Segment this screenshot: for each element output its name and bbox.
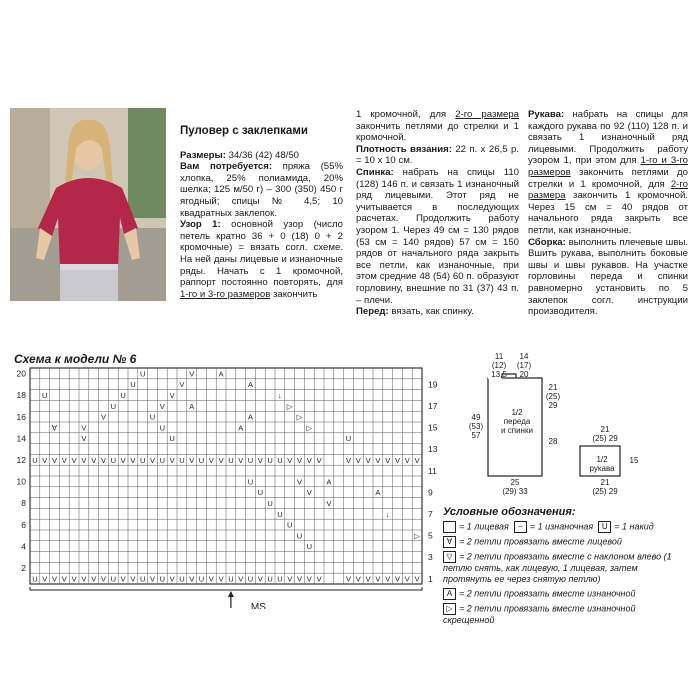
chart-symbol: U xyxy=(41,391,48,401)
chart-symbol: V xyxy=(81,455,87,465)
front-label: Перед: xyxy=(356,306,389,318)
row-label-right: 19 xyxy=(428,379,438,390)
chart-symbol: V xyxy=(218,574,224,584)
chart-symbol: U xyxy=(257,488,264,498)
ssk-text: = 2 петли провязать вместе с наклоном влево (1 петлю снять, как лицевую, 1 лицевая, затем протянуть ее через снятую петлю) xyxy=(443,551,672,584)
sleeve-width-dims: 21 (25) 29 xyxy=(592,478,618,496)
chart-symbol: U xyxy=(169,434,175,444)
chart-symbol: V xyxy=(345,574,352,584)
article-column-1 xyxy=(180,126,343,300)
pattern-end: закончить xyxy=(270,288,318,300)
chart-symbol: V xyxy=(149,455,156,465)
chart-symbol: U xyxy=(267,455,273,465)
chart-symbol: V xyxy=(326,499,332,509)
chart-symbol: V xyxy=(394,574,401,584)
chart-symbol: V xyxy=(51,574,58,584)
chart-symbol: U xyxy=(247,574,254,584)
legend-row-basic xyxy=(443,521,688,533)
row-label-left: 20 xyxy=(16,368,26,379)
chart-symbol: U xyxy=(228,574,234,584)
chart-symbol: V xyxy=(179,380,185,390)
ms-label: MS xyxy=(250,602,266,609)
body-width-dims: 25 (29) 33 xyxy=(502,478,528,496)
chart-symbol: ▷ xyxy=(296,412,303,422)
chart-symbol: V xyxy=(169,391,175,401)
chart-symbol: V xyxy=(375,574,381,584)
chart-symbol: V xyxy=(100,412,107,422)
chart-symbol: V xyxy=(120,455,126,465)
chart-symbol: V xyxy=(81,434,87,444)
p2tog-tbl-symbol: ▷ xyxy=(443,603,456,615)
row-label-right: 3 xyxy=(428,552,433,563)
repeat-bracket xyxy=(30,587,422,590)
chart-symbol: ▷ xyxy=(414,531,420,541)
chart-symbol: V xyxy=(42,455,48,465)
article-title: Пуловер с заклепками xyxy=(180,125,308,137)
body-top-right-dims: 14 (17) 20 xyxy=(516,352,532,379)
chart-symbol: U xyxy=(296,531,303,541)
sleeve-piece-label: 1/2 рукава xyxy=(589,455,615,473)
row-label-left: 8 xyxy=(21,498,26,509)
chart-symbol: ↓ xyxy=(278,391,282,401)
row-label-right: 7 xyxy=(428,509,433,520)
back-label: Спинка: xyxy=(356,166,394,178)
legend xyxy=(443,521,688,626)
chart-symbol: V xyxy=(42,574,48,584)
pattern-label: Узор 1: xyxy=(180,219,221,231)
chart-symbol: A xyxy=(326,477,332,487)
sleeve-height-dims: 15 xyxy=(629,456,639,465)
chart-symbol: V xyxy=(91,574,97,584)
article-column-3 xyxy=(528,109,688,318)
chart-symbol: V xyxy=(238,455,244,465)
chart-symbol: U xyxy=(32,455,38,465)
model-photo xyxy=(10,108,166,301)
ssk-symbol: ▽ xyxy=(443,551,456,563)
chart-symbol: A xyxy=(247,380,254,390)
chart-symbol: V xyxy=(385,455,391,465)
chart-symbol: U xyxy=(159,574,166,584)
body-height-dims: 49 (53) 57 xyxy=(468,413,484,440)
chart-symbol: ▷ xyxy=(286,401,293,411)
chart-symbol: U xyxy=(179,574,185,584)
chart-symbol: U xyxy=(198,455,205,465)
p2tog-symbol: A xyxy=(443,588,456,600)
purl-symbol: – xyxy=(514,521,527,533)
article-column-2 xyxy=(356,109,519,318)
chart-symbol: U xyxy=(247,455,254,465)
chart-symbol: U xyxy=(110,574,117,584)
sleeve-mid: закончить петлями до стрелки и 1 кромочной, для xyxy=(528,166,688,190)
row-label-left: 16 xyxy=(16,411,26,422)
yarn-over-symbol: U xyxy=(598,521,611,533)
row-label-right: 15 xyxy=(428,422,438,433)
chart-symbol: V xyxy=(81,574,87,584)
sleeve-end: закончить 1 кромочной. Через 15 см = 40 рядов от начального ряда закрыть все петли, как изнаночные. xyxy=(528,190,688,236)
chart-symbol: V xyxy=(414,455,420,465)
sleeve-sizes-underlined: 1-го и 3-го размеров xyxy=(528,155,688,178)
p2tog-text: = 2 петли провязать вместе изнаночной xyxy=(459,588,636,599)
row-label-left: 6 xyxy=(21,519,26,530)
row-label-left: 14 xyxy=(16,433,26,444)
row-label-right: 11 xyxy=(428,465,437,476)
chart-title: Схема к модели № 6 xyxy=(14,352,137,366)
row-label-left: 2 xyxy=(21,563,26,574)
chart-symbol: V xyxy=(365,574,371,584)
chart-symbol: V xyxy=(257,574,263,584)
chart-symbol: V xyxy=(61,574,67,584)
chart-symbol: V xyxy=(51,455,58,465)
row-label-left: 12 xyxy=(16,455,26,466)
chart-symbol: V xyxy=(91,455,97,465)
chart-symbol: V xyxy=(404,455,410,465)
chart-symbol: V xyxy=(149,574,156,584)
chart-symbol: A xyxy=(375,488,381,498)
chart-symbol: V xyxy=(81,423,87,433)
k2tog-text: = 2 петли провязать вместе лицевой xyxy=(459,536,622,547)
sleeve-size2-underlined: 2-го размера xyxy=(528,178,688,202)
row-label-left: 10 xyxy=(16,476,26,487)
chart-symbol: V xyxy=(71,574,77,584)
k2tog-symbol: ∀ xyxy=(443,536,456,548)
chart-symbol: U xyxy=(179,455,185,465)
chart-symbol: U xyxy=(345,434,352,444)
chart-symbol: V xyxy=(355,574,361,584)
knit-text: = 1 лицевая xyxy=(459,521,509,532)
knitting-chart xyxy=(10,364,440,609)
chart-symbol: U xyxy=(267,499,273,509)
chart-symbol: V xyxy=(306,574,312,584)
purl-text: = 1 изнаночная xyxy=(529,521,594,532)
legend-row-p2tog xyxy=(443,588,688,600)
knit-symbol xyxy=(443,521,456,533)
row-label-right: 5 xyxy=(428,530,433,541)
front-value: вязать, как спинку. xyxy=(388,306,474,318)
sizes-value: 34/36 (42) 48/50 xyxy=(225,149,300,161)
chart-symbol: V xyxy=(189,574,195,584)
chart-symbol: ∀ xyxy=(51,423,58,433)
body-lower-dims: 28 xyxy=(548,437,558,446)
chart-symbol: V xyxy=(375,455,381,465)
chart-symbol: A xyxy=(238,423,244,433)
ms-arrowhead xyxy=(228,591,234,597)
body-armhole-dims: 21 (25) 29 xyxy=(545,383,561,410)
chart-symbol: V xyxy=(404,574,410,584)
chart-symbol: U xyxy=(159,423,166,433)
chart-symbol: V xyxy=(120,574,126,584)
chart-symbol: U xyxy=(247,477,254,487)
pattern-sizes-underlined: 1-го и 3-го размеров xyxy=(180,288,271,300)
chart-symbol: V xyxy=(296,455,303,465)
yarn-over-text: = 1 накид xyxy=(614,521,654,532)
chart-symbol: V xyxy=(355,455,361,465)
chart-symbol: U xyxy=(159,455,166,465)
row-label-left: 18 xyxy=(16,390,26,401)
gauge-label: Плотность вязания: xyxy=(356,143,452,155)
legend-row-ssk xyxy=(443,551,688,585)
chart-symbol: V xyxy=(189,369,195,379)
chart-symbol: A xyxy=(189,401,195,411)
chart-symbol: U xyxy=(149,412,156,422)
row-label-right: 1 xyxy=(428,573,433,584)
chart-symbol: U xyxy=(277,574,283,584)
chart-symbol: V xyxy=(287,455,293,465)
chart-symbol: V xyxy=(345,455,352,465)
sleeve-top-dims: 21 (25) 29 xyxy=(592,425,618,443)
chart-symbol: U xyxy=(120,391,126,401)
row-label-right: 9 xyxy=(428,487,433,498)
chart-symbol: U xyxy=(110,455,117,465)
row-label-right: 17 xyxy=(428,401,438,412)
chart-symbol: V xyxy=(296,574,303,584)
chart-symbol: U xyxy=(198,574,205,584)
chart-symbol: A xyxy=(218,369,224,379)
gauge-value: 22 п. х 26,5 р. = 10 х 10 см. xyxy=(356,143,519,167)
assembly-value: выполнить плечевые швы. Вшить рукава, выполнить боковые швы и швы рукавов. На участке горловины переда и спинки равномерно установить по 5 заклепок согл. инструкции производителя. xyxy=(528,236,688,318)
row-label-left: 4 xyxy=(21,541,26,552)
chart-symbol: U xyxy=(277,455,283,465)
col2-rest: закончить петлями до стрелки и 1 кромочной. xyxy=(356,120,519,144)
chart-symbol: V xyxy=(208,574,214,584)
legend-title: Условные обозначения: xyxy=(443,506,576,518)
chart-symbol: V xyxy=(169,455,175,465)
back-value: набрать на спицы 110 (128) 146 п. и связать 1 изнаночный ряд лицевыми. Этот ряд не учитывается в последующих расчетах. Продолжить работу узором 1. Через 49 см = 130 рядов (53 см = 140 рядов) 57 см = 150 рядов от начального ряда закрыть все петли, как изнаночные, при этом средние 48 (54) 60 п. образуют горловину, внешние по 31 (37) 43 п. – плечи. xyxy=(356,166,519,306)
chart-symbol: V xyxy=(71,455,77,465)
chart-symbol: A xyxy=(247,412,254,422)
chart-symbol: U xyxy=(130,380,136,390)
chart-symbol: U xyxy=(277,509,283,519)
col2-size-underlined: 2-го размера xyxy=(455,109,519,120)
chart-symbol: V xyxy=(385,574,391,584)
chart-symbol: U xyxy=(139,455,146,465)
chart-symbol: U xyxy=(228,455,234,465)
chart-symbol: V xyxy=(316,455,322,465)
chart-symbol: U xyxy=(139,574,146,584)
chart-symbol: V xyxy=(306,455,312,465)
pattern-value: основной узор (число петель кратно 36 + 0 (18) 0 + 2 кромочные) = вязать согл. схеме. На ней даны лицевые и изнаночные ряды. Начать с 1 кромочной, раппорт постоянно повторять, для xyxy=(180,219,343,289)
chart-symbol: ▷ xyxy=(306,423,313,433)
chart-symbol: ↓ xyxy=(385,509,390,519)
body-piece-label: 1/2 переда и спинки xyxy=(501,408,533,435)
chart-symbol: V xyxy=(130,574,136,584)
chart-symbol: V xyxy=(238,574,244,584)
chart-symbol: V xyxy=(414,574,420,584)
legend-row-k2tog xyxy=(443,536,688,548)
chart-symbol: V xyxy=(296,477,303,487)
chart-symbol: V xyxy=(169,574,175,584)
chart-symbol: V xyxy=(287,574,293,584)
sleeve-label: Рукава: xyxy=(528,109,565,120)
chart-symbol: V xyxy=(306,488,312,498)
sizes-label: Размеры: xyxy=(180,149,226,161)
chart-symbol: U xyxy=(32,574,38,584)
chart-symbol: V xyxy=(61,455,67,465)
chart-symbol: U xyxy=(306,542,313,552)
p2tog-tbl-text: = 2 петли провязать вместе изнаночной скрещенной xyxy=(443,603,636,625)
chart-symbol: V xyxy=(189,455,195,465)
needs-value: пряжа (55% хлопка, 25% полиамида, 20% шелка; 125 м/50 г) – 300 (350) 450 г ягодный; спицы № 4,5; 10 квадратных заклепок. xyxy=(180,161,343,219)
chart-symbol: V xyxy=(208,455,214,465)
row-label-right: 13 xyxy=(428,444,438,455)
chart-symbol: V xyxy=(218,455,224,465)
chart-symbol: U xyxy=(267,574,273,584)
chart-symbol: V xyxy=(159,401,165,411)
assembly-label: Сборка: xyxy=(528,236,566,248)
chart-symbol: V xyxy=(365,455,371,465)
chart-symbol: U xyxy=(286,520,293,530)
legend-row-p2tog-tbl xyxy=(443,603,688,626)
chart-symbol: V xyxy=(130,455,136,465)
body-top-left-dims: 11 (12) 13,5 xyxy=(491,352,507,379)
col2-start: 1 кромочной, для xyxy=(356,109,456,120)
chart-symbol: V xyxy=(257,455,263,465)
needs-label: Вам потребуется: xyxy=(180,161,273,173)
chart-symbol: V xyxy=(316,574,322,584)
chart-symbol: U xyxy=(139,369,146,379)
chart-symbol: V xyxy=(100,455,107,465)
chart-symbol: U xyxy=(110,401,117,411)
chart-symbol: V xyxy=(394,455,401,465)
chart-symbol: V xyxy=(100,574,107,584)
sleeve-value: набрать на спицы для каждого рукава по 92 (110) 128 п. и связать 1 изнаночный ряд лицевыми. Продолжить работу узором 1, при этом для xyxy=(528,109,688,167)
